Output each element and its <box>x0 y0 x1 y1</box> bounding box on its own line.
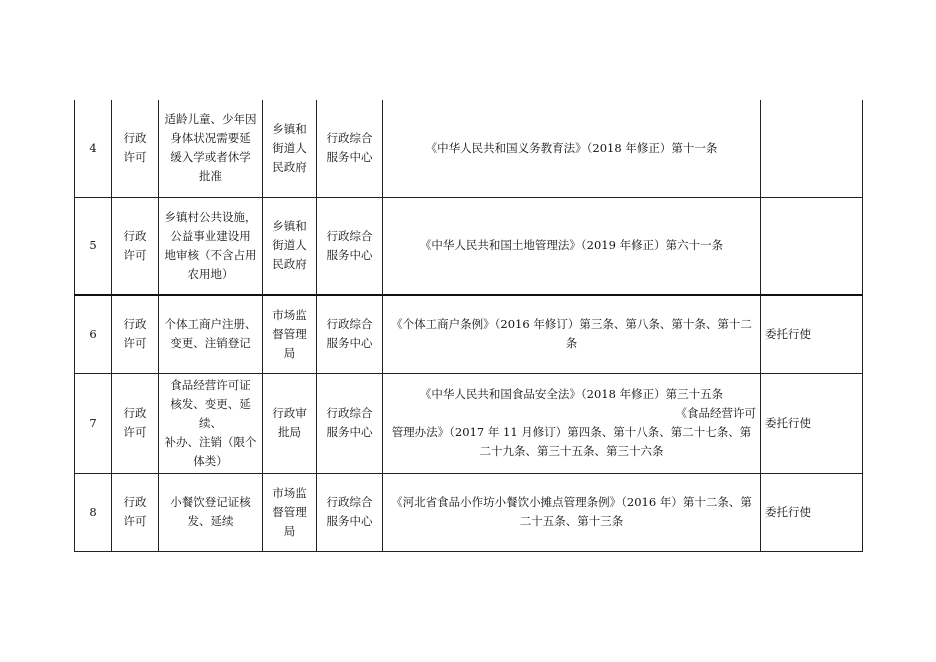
item-name: 食品经营许可证 核发、变更、延续、 补办、注销（限个 体类） <box>164 377 257 468</box>
legal-basis-line: 管理办法》（2017 年 11 月修订）第四条、第十八条、第二十七条、第 二十九条、第三十五条、第三十六条 <box>391 425 752 458</box>
exercise-mode-cell <box>761 295 863 373</box>
exercise-mode-cell <box>761 473 863 551</box>
handling-unit: 行政综合 服务中心 <box>326 228 373 262</box>
category-cell <box>112 100 159 197</box>
table-row <box>75 100 863 197</box>
legal-basis-line: 《中华人民共和国义务教育法》（2018 年修正）第十一条 <box>425 140 718 155</box>
handling-unit-cell <box>317 473 383 551</box>
exercise-mode: 委托行使 <box>765 415 811 430</box>
handling-unit: 行政综合 服务中心 <box>326 406 373 439</box>
legal-basis-line: 《中华人民共和国土地管理法》（2019 年修正）第六十一条 <box>419 238 724 253</box>
row-number: 5 <box>75 197 112 295</box>
handling-unit-cell <box>317 100 383 197</box>
department: 市场监 督管理 局 <box>272 307 307 360</box>
department: 乡镇和 街道人 民政府 <box>272 121 307 174</box>
department-cell <box>263 100 317 197</box>
exercise-mode-cell <box>761 197 863 295</box>
category-text: 行政 许可 <box>123 228 147 262</box>
category-text: 行政 许可 <box>123 406 147 439</box>
category-cell <box>112 473 159 551</box>
department-cell <box>263 197 317 295</box>
department-cell <box>263 373 317 473</box>
department-cell <box>263 295 317 373</box>
row-number: 6 <box>75 295 112 373</box>
category-text: 行政 许可 <box>123 131 147 165</box>
item-name-cell <box>159 100 263 197</box>
department: 行政审 批局 <box>272 406 307 439</box>
handling-unit: 行政综合 服务中心 <box>326 317 373 351</box>
table-row <box>75 473 863 551</box>
legal-basis-cell <box>383 473 761 551</box>
exercise-mode: 委托行使 <box>765 504 811 519</box>
row-number: 4 <box>75 100 112 197</box>
legal-basis-line: 《河北省食品小作坊小餐饮小摊点管理条例》（2016 年）第十二条、第 二十五条、第十三条 <box>391 495 752 528</box>
row-number: 7 <box>75 373 112 473</box>
item-name-cell <box>159 295 263 373</box>
item-name: 适龄儿童、少年因 身体状况需要延 缓入学或者休学 批准 <box>164 112 257 184</box>
legal-basis-cell <box>383 373 761 473</box>
category-cell <box>112 295 159 373</box>
table-row <box>75 373 863 473</box>
category-cell <box>112 197 159 295</box>
item-name: 乡镇村公共设施， 公益事业建设用 地审核（不含占用 农用地） <box>164 209 257 281</box>
row-number: 8 <box>75 473 112 551</box>
exercise-mode: 委托行使 <box>765 326 811 341</box>
legal-basis-line: 《食品经营许可 <box>675 406 756 420</box>
item-name-cell <box>159 197 263 295</box>
category-text: 行政 许可 <box>123 495 147 528</box>
handling-unit-cell <box>317 197 383 295</box>
legal-basis-line: 《中华人民共和国食品安全法》（2018 年修正）第三十五条 <box>419 387 724 401</box>
department: 市场监 督管理 局 <box>272 485 307 538</box>
department: 乡镇和 街道人 民政府 <box>272 219 307 272</box>
item-name: 小餐饮登记证核 发、延续 <box>170 495 251 528</box>
handling-unit: 行政综合 服务中心 <box>326 495 373 528</box>
permit-table <box>74 100 863 552</box>
legal-basis-line: 《个体工商户条例》（2016 年修订）第三条、第八条、第十条、第十二 条 <box>391 317 752 351</box>
exercise-mode-cell <box>761 373 863 473</box>
handling-unit-cell <box>317 295 383 373</box>
legal-basis-cell <box>383 295 761 373</box>
item-name: 个体工商户注册、 变更、注销登记 <box>164 317 257 351</box>
legal-basis-cell <box>383 197 761 295</box>
table-row <box>75 197 863 295</box>
category-text: 行政 许可 <box>123 317 147 351</box>
legal-basis-cell <box>383 100 761 197</box>
table-row <box>75 295 863 373</box>
department-cell <box>263 473 317 551</box>
handling-unit: 行政综合 服务中心 <box>326 131 373 165</box>
item-name-cell <box>159 373 263 473</box>
category-cell <box>112 373 159 473</box>
exercise-mode-cell <box>761 100 863 197</box>
handling-unit-cell <box>317 373 383 473</box>
item-name-cell <box>159 473 263 551</box>
